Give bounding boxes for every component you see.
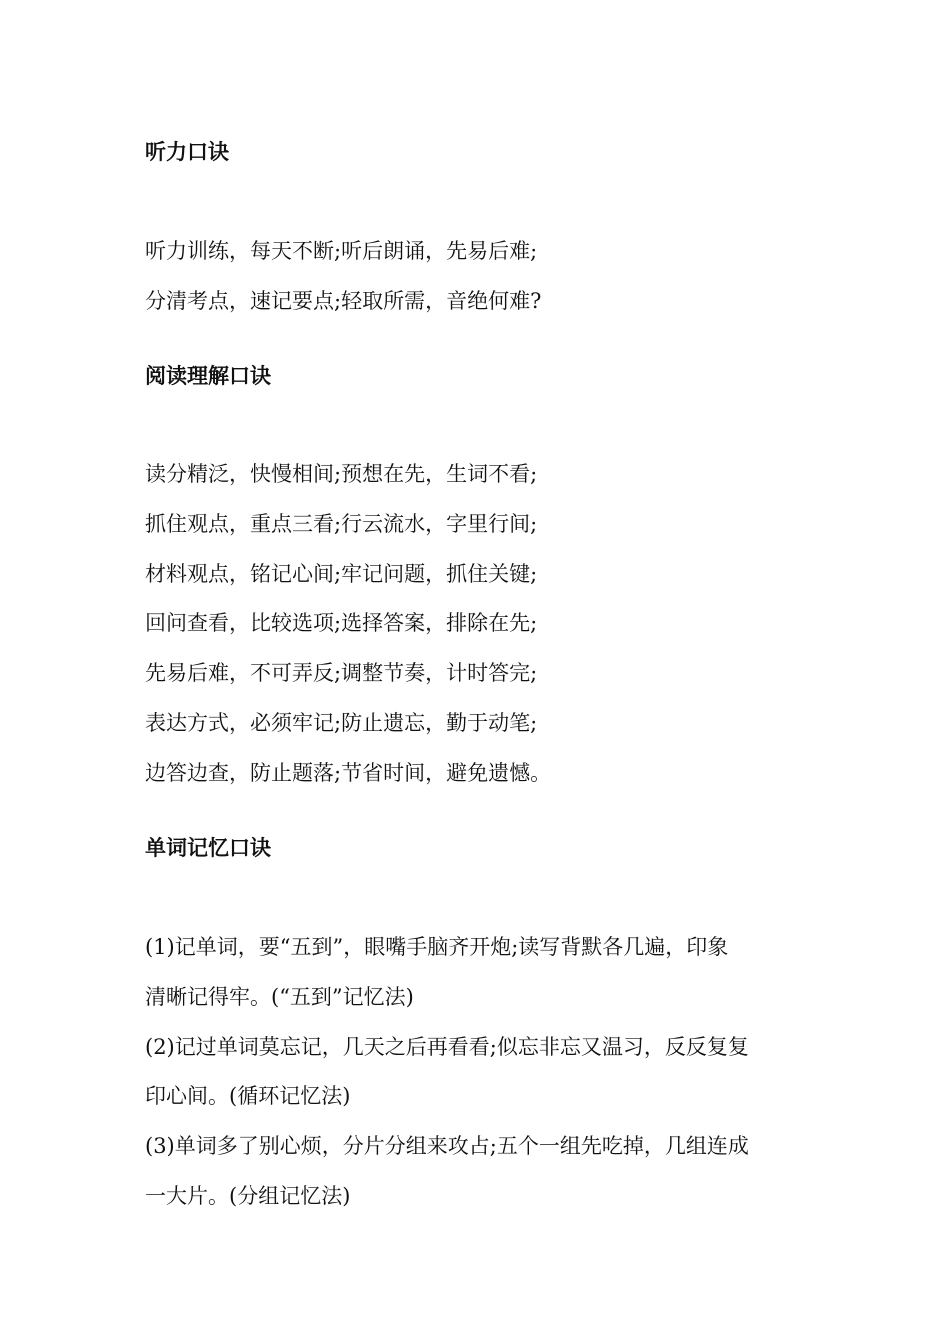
text-line: 印心间。(循环记忆法) (145, 1084, 351, 1108)
text-line: 清晰记得牢。(“五到”记忆法) (145, 985, 414, 1009)
text-line: (1)记单词，要“五到”，眼嘴手脑齐开炮;读写背默各几遍，印象 (145, 935, 729, 959)
text-line: 回问查看，比较选项;选择答案，排除在先; (145, 611, 538, 635)
text-line: 材料观点，铭记心间;牢记问题，抓住关键; (145, 562, 538, 586)
heading-listening: 听力口诀 (145, 140, 229, 164)
text-line: 抓住观点，重点三看;行云流水，字里行间; (145, 512, 538, 536)
heading-vocabulary: 单词记忆口诀 (145, 836, 271, 860)
text-line: 听力训练，每天不断;听后朗诵，先易后难; (145, 239, 538, 263)
text-line: 分清考点，速记要点;轻取所需，音绝何难? (145, 289, 542, 313)
text-line: 一大片。(分组记忆法) (145, 1184, 351, 1208)
heading-reading: 阅读理解口诀 (145, 364, 271, 388)
text-line: (2)记过单词莫忘记，几天之后再看看;似忘非忘又温习，反反复复 (145, 1035, 749, 1059)
text-line: 先易后难，不可弄反;调整节奏，计时答完; (145, 661, 538, 685)
text-line: 读分精泛，快慢相间;预想在先，生词不看; (145, 462, 538, 486)
text-line: (3)单词多了别心烦，分片分组来攻占;五个一组先吃掉，几组连成 (145, 1134, 749, 1158)
text-line: 表达方式，必须牢记;防止遗忘，勤于动笔; (145, 711, 538, 735)
text-line: 边答边查，防止题落;节省时间，避免遗憾。 (145, 761, 552, 785)
